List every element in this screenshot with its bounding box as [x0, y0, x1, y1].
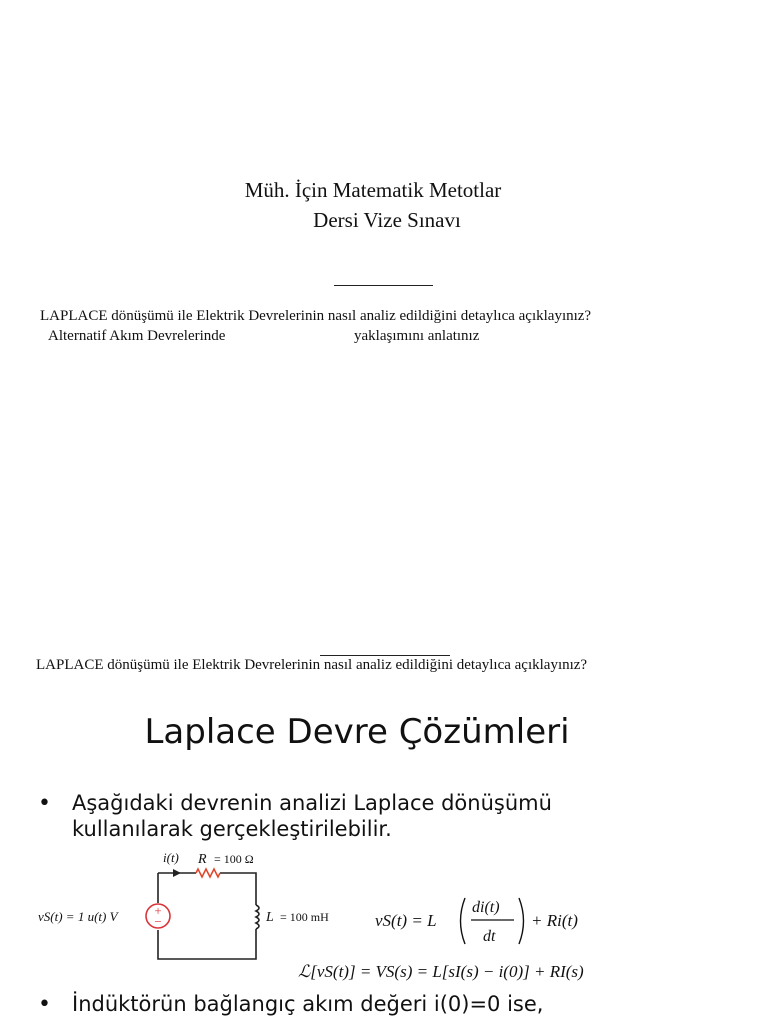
resistor-label: R — [198, 852, 207, 867]
inductor-label: L — [266, 910, 274, 925]
exam-title-line1: Müh. İçin Matematik Metotlar — [244, 178, 502, 202]
rl-circuit-diagram — [0, 845, 768, 990]
source-label: vS(t) = 1 u(t) V — [38, 909, 118, 924]
bullet-dot: • — [38, 992, 51, 1017]
wire-bottom — [158, 929, 256, 959]
bullet-1 — [38, 791, 51, 816]
resistor-symbol — [196, 869, 220, 877]
question-2-part2: yaklaşımını anlatınız — [354, 328, 480, 344]
bullet-1-line2: kullanılarak gerçekleştirilebilir. — [72, 817, 392, 841]
bullet-2 — [38, 992, 51, 1017]
inductor-symbol — [256, 905, 259, 929]
source-minus: − — [154, 914, 162, 929]
question-2-part1: Alternatif Akım Devrelerinde — [48, 328, 226, 344]
laplace-equation: ℒ[vS(t)] = VS(s) = L[sI(s) − i(0)] + RI(s) — [298, 962, 584, 981]
current-label: i(t) — [163, 850, 179, 865]
wire-top-right — [220, 873, 256, 905]
section-divider — [320, 655, 450, 656]
resistor-value: = 100 Ω — [214, 852, 254, 866]
exam-title-line2: Dersi Vize Sınavı — [313, 208, 461, 232]
slide-title: Laplace Devre Çözümleri — [144, 712, 570, 752]
question-1: LAPLACE dönüşümü ile Elektrik Devrelerinin nasıl analiz edildiğini detaylıca açıklayınız? — [40, 308, 592, 324]
kvl-denominator: dt — [483, 928, 496, 945]
bullet-dot: • — [38, 791, 51, 816]
bullet-2-text: İndüktörün bağlangıç akım değeri i(0)=0 ise, — [72, 992, 544, 1016]
right-paren — [519, 898, 524, 944]
bullet-1-line1: Aşağıdaki devrenin analizi Laplace dönüşümü — [72, 791, 552, 815]
kvl-numerator: di(t) — [472, 899, 500, 916]
question-1-repeat: LAPLACE dönüşümü ile Elektrik Devrelerinin nasıl analiz edildiğini detaylıca açıklayınız? — [36, 657, 588, 673]
left-paren — [461, 898, 466, 944]
source-plus: + — [154, 903, 162, 918]
kvl-rhs: + Ri(t) — [531, 911, 578, 930]
title-underline — [334, 285, 433, 286]
inductor-value: = 100 mH — [280, 910, 329, 924]
current-arrow-icon — [173, 869, 181, 877]
kvl-lhs: vS(t) = L — [375, 911, 437, 930]
